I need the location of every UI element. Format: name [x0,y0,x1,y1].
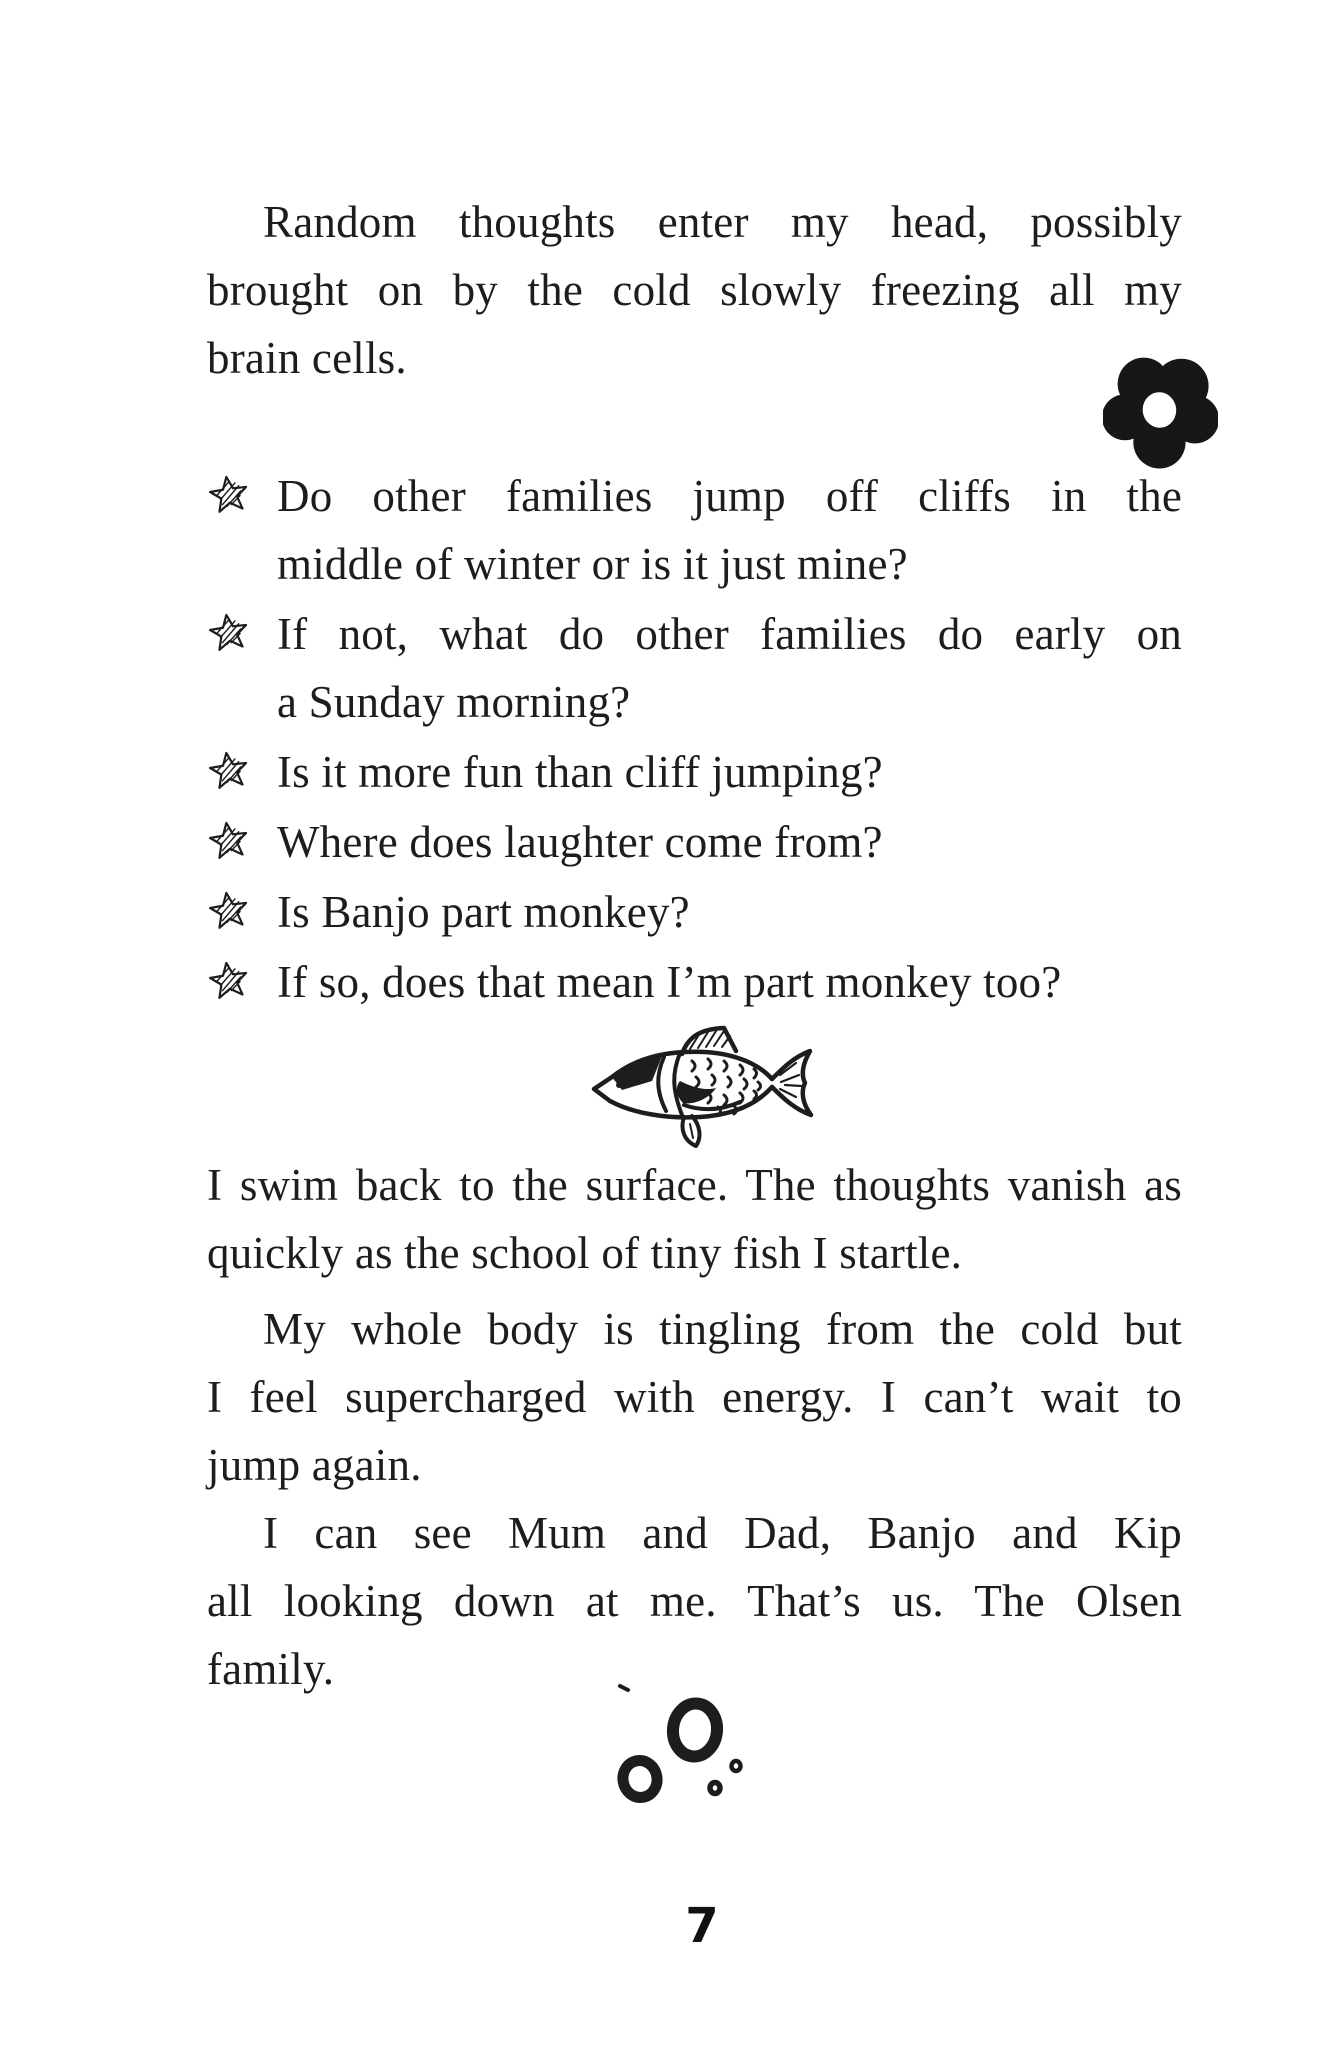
fish-illustration [588,1024,816,1152]
paragraph-4 [207,1499,1182,1703]
list-item [207,462,1182,598]
flower-icon [1103,352,1218,470]
star-bullet-icon [207,738,277,806]
text-line: If so, does that mean I’m part monkey too? [277,957,1062,1007]
star-bullet-icon [207,948,277,1016]
list-item [207,878,1182,946]
thought-list [207,462,1182,1018]
bubbles-illustration [600,1678,750,1808]
text-line: I can see Mum and Dad, Banjo and Kip [263,1508,1182,1558]
star-bullet-icon [207,600,277,668]
star-bullet-icon [207,462,277,530]
text-line: Random thoughts enter my head, possibly [263,197,1182,247]
paragraph-1 [207,188,1182,392]
list-item [207,808,1182,876]
star-bullet-icon [207,808,277,876]
list-item [207,738,1182,806]
text-line: Where does laughter come from? [277,817,883,867]
text-line: family. [207,1644,335,1694]
text-line: If not, what do other families do early on [277,609,1182,659]
page-number: 7 [685,1898,719,1954]
text-line: a Sunday morning? [277,677,631,727]
text-line: brain cells. [207,333,407,383]
text-line: brought on by the cold slowly freezing all my [207,265,1182,315]
text-line: quickly as the school of tiny fish I startle. [207,1228,963,1278]
paragraph-3 [207,1295,1182,1499]
text-line: jump again. [207,1440,422,1490]
text-line: My whole body is tingling from the cold but [263,1304,1182,1354]
text-line: I swim back to the surface. The thoughts vanish as [207,1160,1182,1210]
text-line: Is it more fun than cliff jumping? [277,747,883,797]
text-line: Is Banjo part monkey? [277,887,690,937]
text-line: Do other families jump off cliffs in the [277,471,1182,521]
star-bullet-icon [207,878,277,946]
text-line: I feel supercharged with energy. I can’t wait to [207,1372,1182,1422]
text-line: all looking down at me. That’s us. The Olsen [207,1576,1182,1626]
list-item [207,600,1182,736]
text-line: middle of winter or is it just mine? [277,539,908,589]
paragraph-2 [207,1151,1182,1287]
list-item [207,948,1182,1016]
